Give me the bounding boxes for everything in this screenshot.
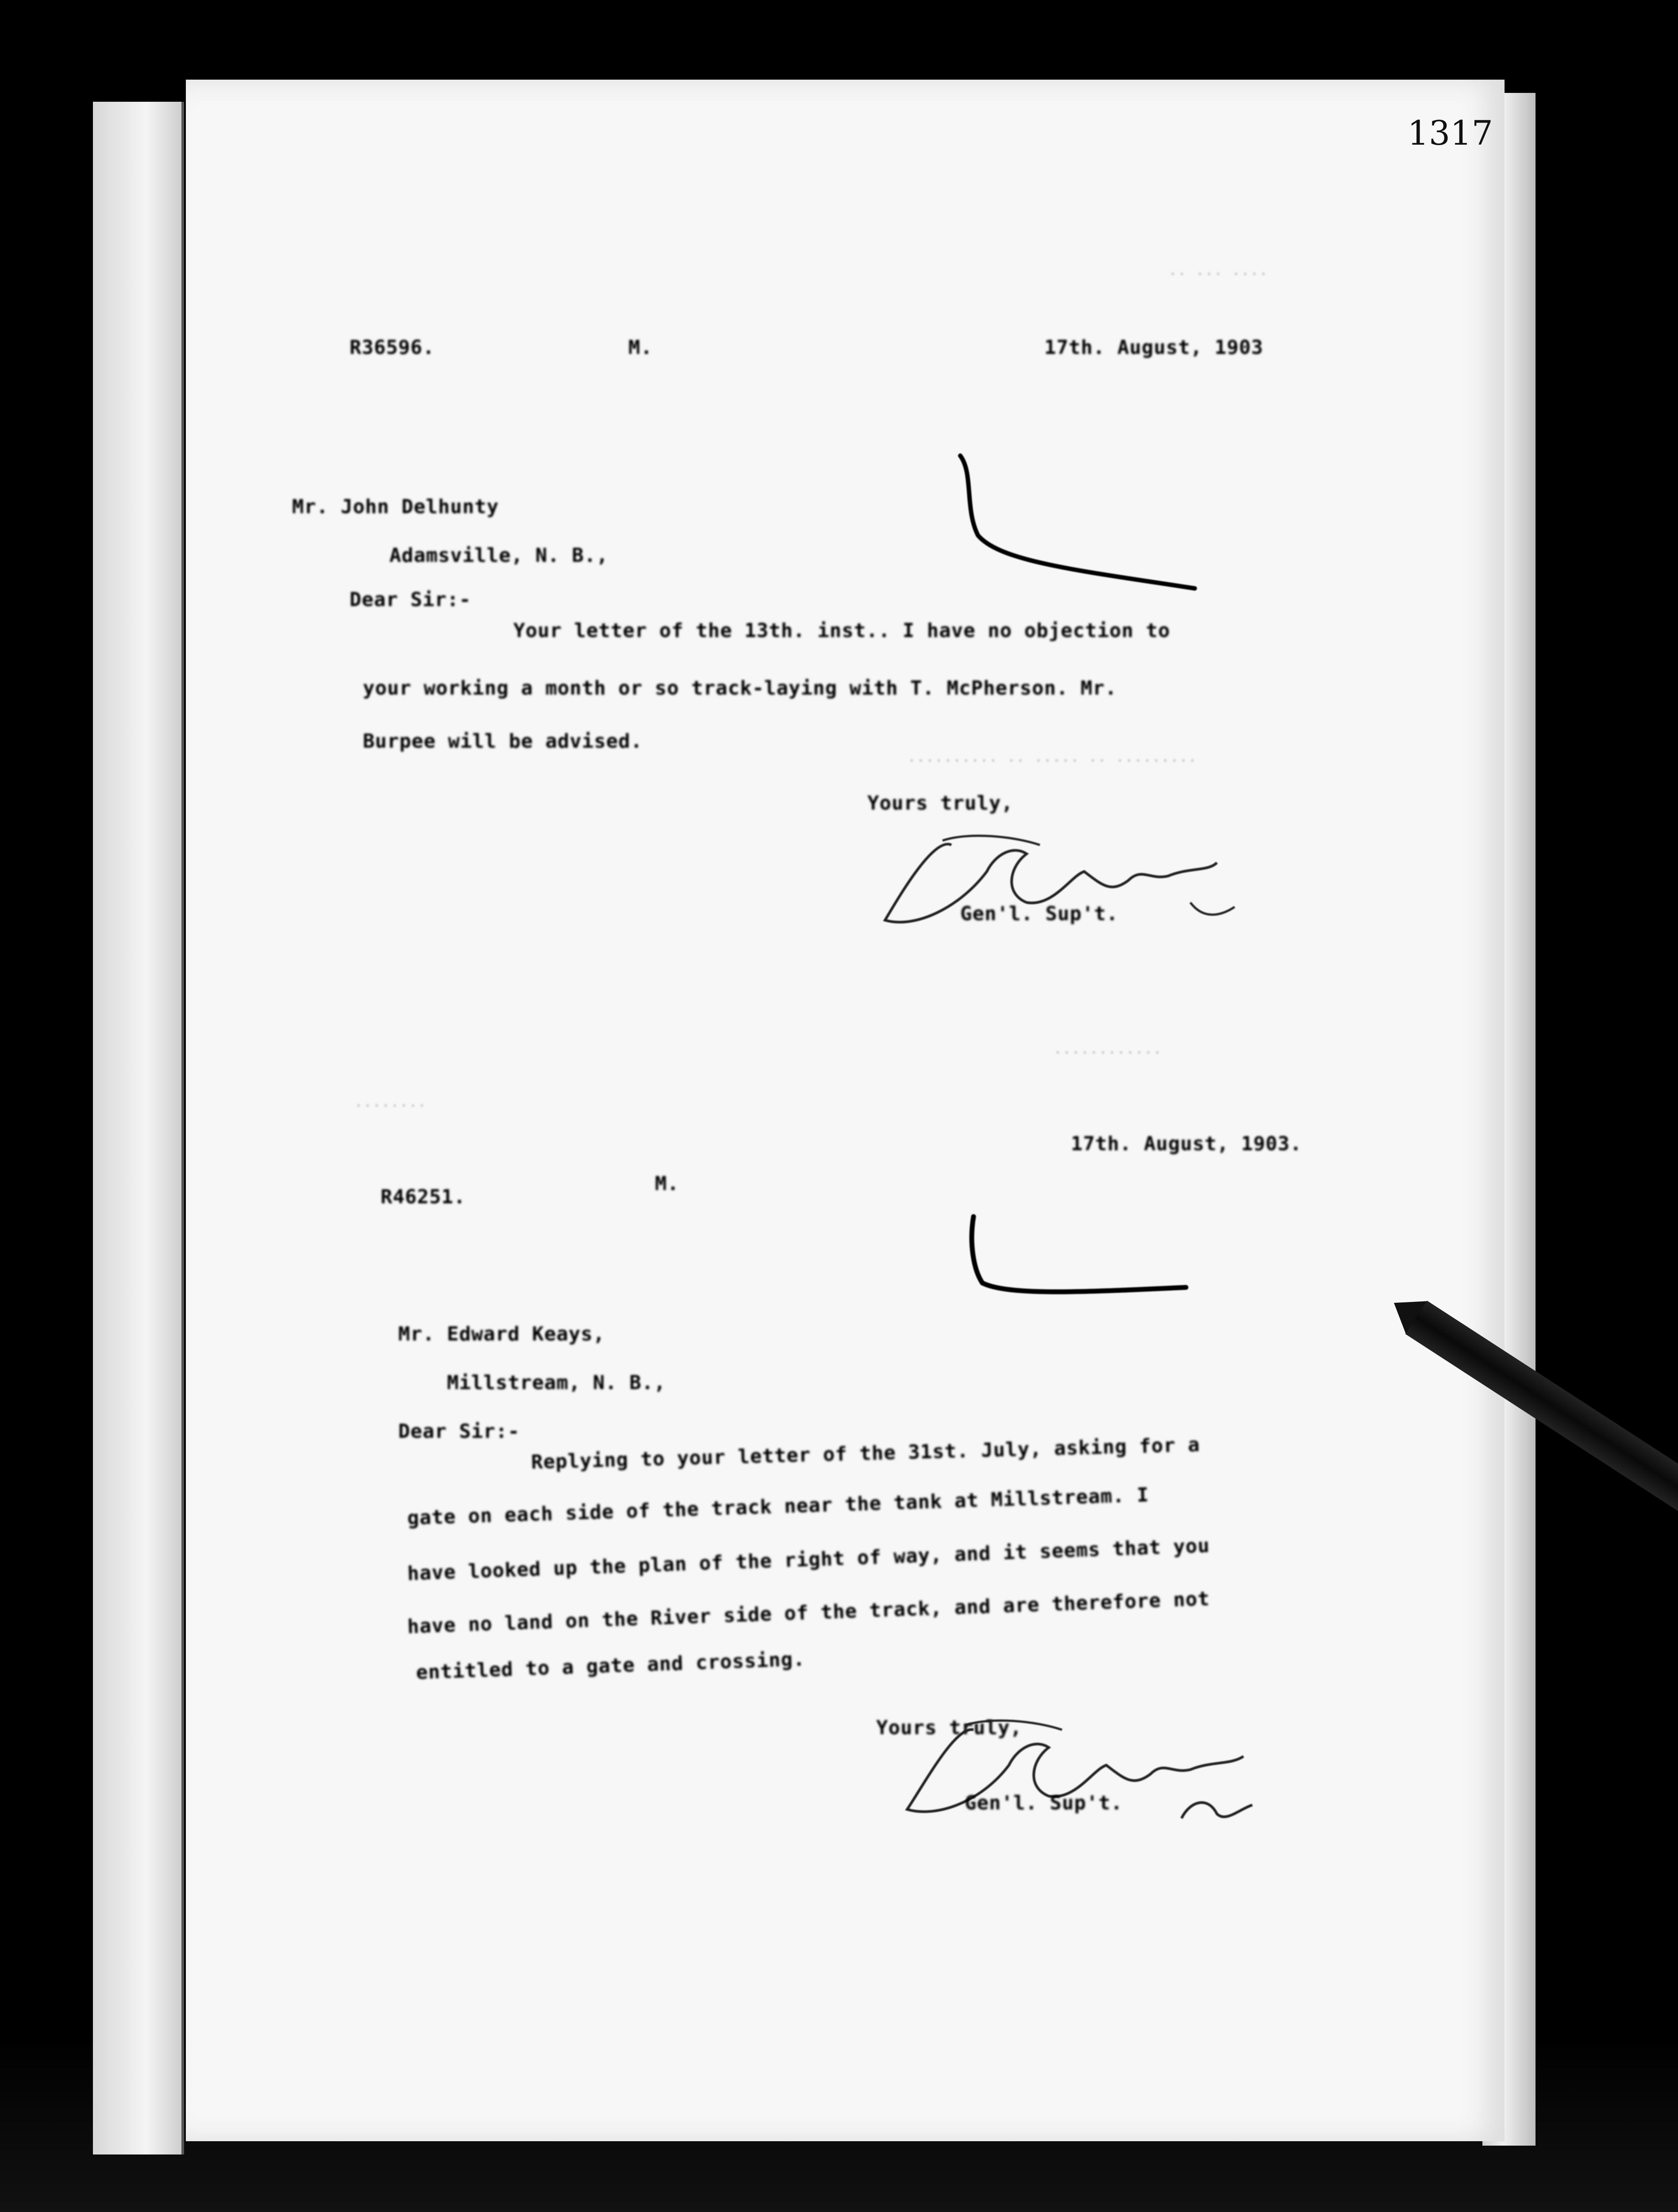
show-through-text: ············ [1053,1044,1162,1062]
letter-2-addressee-name: Mr. Edward Keays, [398,1323,605,1345]
letter-1-body-line: Burpee will be advised. [363,730,643,753]
letter-2-closing: Yours truly, [876,1717,1022,1739]
letter-2-date: 17th. August, 1903. [1071,1133,1302,1155]
underlying-page-edge [93,102,184,2154]
letter-2-initial: M. [655,1172,679,1195]
letter-2-signature [898,1708,1270,1840]
letter-1-ref: R36596. [350,336,435,359]
letter-2-salutation: Dear Sir:- [398,1420,520,1443]
letter-2-title: Gen'l. Sup't. [965,1792,1123,1814]
letter-1-addressee-place: Adamsville, N. B., [389,544,608,567]
letter-1-body-line: your working a month or so track-laying with T. McPherson. Mr. [363,677,1117,699]
letter-1-addressee-name: Mr. John Delhunty [292,495,499,518]
letter-1-pen-mark [947,447,1212,597]
show-through-text: ·· ··· ···· [1168,265,1268,283]
letter-1-body-line: Your letter of the 13th. inst.. I have no objection to [513,619,1170,642]
letter-2-body-line: have no land on the River side of the track, and are therefore not [407,1587,1210,1638]
letter-1-date: 17th. August, 1903 [1044,336,1263,359]
letter-1-closing: Yours truly, [867,792,1013,814]
letter-1-initial: M. [628,336,653,359]
letter-2-pen-mark [956,1208,1204,1314]
letter-2-body-line: have looked up the plan of the right of way, and it seems that you [407,1534,1210,1585]
letter-1-signature [881,818,1243,951]
letter-2-body-line: Replying to your letter of the 31st. July, asking for a [531,1433,1201,1474]
letter-2-body-line: entitled to a gate and crossing. [416,1647,806,1684]
letter-1-title: Gen'l. Sup't. [960,902,1119,925]
letter-1-salutation: Dear Sir:- [350,588,471,611]
page-number: 1317 [1407,113,1493,153]
show-through-text: ·········· ·· ····· ·· ········· [907,752,1197,770]
show-through-text: ········ [354,1097,427,1115]
letter-2-ref: R46251. [381,1186,466,1208]
letter-2-addressee-place: Millstream, N. B., [447,1371,666,1394]
letter-2-body-line: gate on each side of the track near the tank at Millstream. I [407,1483,1150,1530]
